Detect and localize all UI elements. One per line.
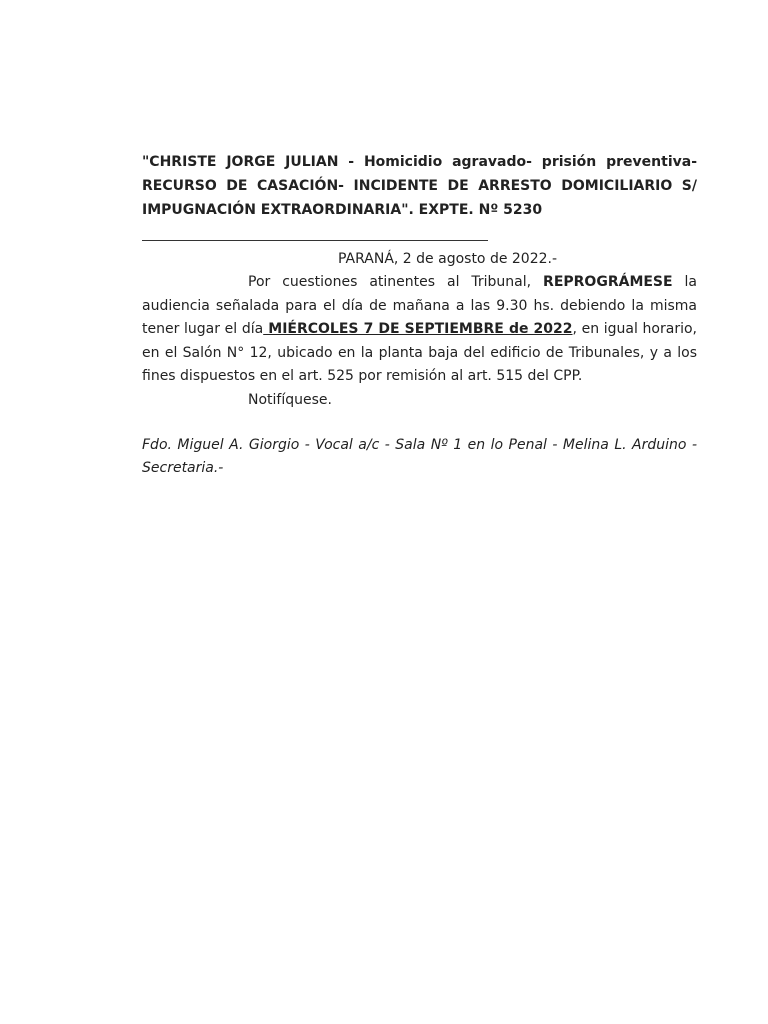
case-heading: "CHRISTE JORGE JULIAN - Homicidio agravado- prisión preventiva- RECURSO DE CASACIÓN- INCIDENTE DE ARRESTO DOMICILIARIO S/ IMPUGNACIÓN EXTRAORDINARIA". EXPTE. Nº 5230 — [142, 154, 697, 218]
resolution-paragraph — [142, 271, 697, 389]
dateline: PARANÁ, 2 de agosto de 2022.- — [338, 251, 558, 267]
resolution-text-part1: Por cuestiones atinentes al Tribunal, — [248, 274, 544, 290]
resolution-text-part2: la audiencia señalada para el día de mañana a las 9.30 hs. debiendo la misma tener lugar el día — [142, 274, 698, 337]
hearing-date: MIÉRCOLES 7 DE SEPTIEMBRE de 2022 — [263, 321, 573, 337]
separator-rule — [142, 240, 488, 241]
notify-line: Notifíquese. — [248, 391, 332, 408]
resolution-text-part3: , en igual horario, en el Salón N° 12, ubicado en la planta baja del edificio de Tribunales, y a los fines dispuestos en el art. 525 por remisión al art. 515 del CPP. — [142, 321, 697, 384]
reprogramese-keyword: REPROGRÁMESE — [543, 274, 673, 290]
document-page — [142, 150, 697, 481]
signature-block: Fdo. Miguel A. Giorgio - Vocal a/c - Sala Nº 1 en lo Penal - Melina L. Arduino - Secretaria.- — [142, 436, 697, 476]
